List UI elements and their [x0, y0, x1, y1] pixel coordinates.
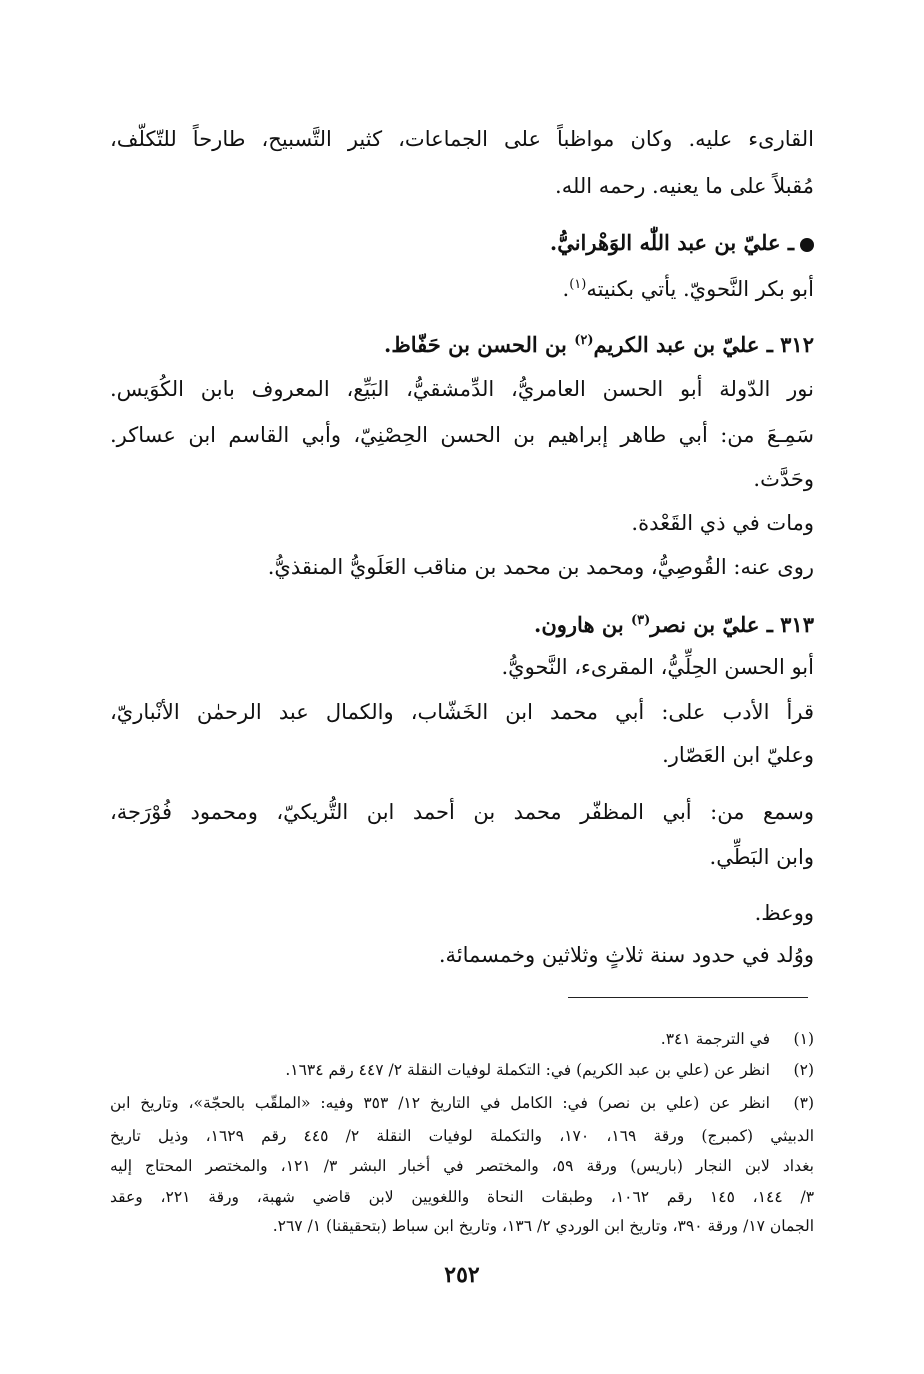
entry-313-line-3: وعليّ ابن العَصّار. — [662, 743, 814, 767]
entry-313-heading-start: ٣١٣ ـ عليّ بن نصر — [650, 612, 814, 637]
entry-312-line-3: وحَدَّث. — [753, 467, 814, 491]
footnote-ref-1[interactable]: (١) — [569, 277, 587, 292]
entry-313-heading — [534, 610, 814, 640]
footnote-3-cont-3: ٣/ ١٤٤، ١٤٥ رقم ١٠٦٢، وطبقات النحاة واللغويين لابن قاضي شهبة، ورقة ٢٢١، وعقد — [110, 1188, 815, 1206]
entry-312-line-4: ومات في ذي القَعْدة. — [631, 511, 814, 535]
entry-312-heading-start: ٣١٢ ـ عليّ بن عبد الكريم — [593, 332, 814, 357]
entry-313-heading-end: بن هارون. — [534, 612, 631, 637]
footnote-1-text: في الترجمة ٣٤١. — [660, 1030, 770, 1048]
intro-line-2: مُقبلاً على ما يعنيه. رحمه الله. — [555, 174, 814, 198]
entry-313-line-6: ووعظ. — [754, 901, 814, 925]
entry-bullet-heading — [550, 228, 814, 258]
entry-313-line-5: وابن البَطِّي. — [709, 845, 814, 869]
entry-312-line-1: نور الدّولة أبو الحسن العامريُّ، الدِّمشقيُّ، البَيِّع، المعروف بابن الكُوَيس. — [110, 377, 814, 401]
footnote-3-number: (٣) — [793, 1094, 814, 1112]
entry-bullet-line-1 — [563, 274, 814, 304]
entry-bullet-heading-text: ـ عليّ بن عبد اللّٰه الوَهْرانيُّ. — [549, 230, 794, 255]
entry-313-line-7: ووُلد في حدود سنة ثلاثٍ وثلاثين وخمسمائة. — [438, 943, 814, 967]
entry-313-line-4: وسمع من: أبي المظفّر محمد بن أحمد ابن التُّريكيّ، ومحمود فُوْرَجة، — [110, 800, 814, 824]
footnote-3-cont-2: بغداد لابن النجار (باريس) ورقة ٥٩، والمختصر في أخبار البشر ٣/ ١٢١، والمختصر المحتاج إليه — [110, 1157, 814, 1175]
entry-312-heading-end: بن الحسن بن حَفّاظ. — [384, 332, 575, 357]
entry-bullet-line-1-end: . — [562, 277, 570, 301]
entry-bullet-line-1-text: أبو بكر النَّحويّ. يأتي بكنيته — [586, 277, 814, 301]
footnote-ref-2[interactable]: (٢) — [574, 333, 594, 348]
footnote-3-cont-4: الجمان ١٧/ ورقة ٣٩٠، وتاريخ ابن الوردي ٢/ ١٣٦، وتاريخ ابن سباط (بتحقيقنا) ١/ ٢٦٧. — [272, 1217, 814, 1235]
footnote-3-text: انظر عن (علي بن نصر) في: الكامل في التاريخ ١٢/ ٣٥٣ وفيه: «الملقّب بالحجّة»، وتاريخ ابن — [110, 1094, 770, 1112]
intro-line-1: القارىء عليه. وكان مواظباً على الجماعات، كثير التَّسبيح، طارحاً للتّكلّف، — [110, 127, 814, 151]
footnote-ref-3[interactable]: (٣) — [631, 613, 651, 628]
footnote-separator — [568, 997, 808, 998]
footnote-2-text: انظر عن (علي بن عبد الكريم) في: التكملة لوفيات النقلة ٢/ ٤٤٧ رقم ١٦٣٤. — [285, 1061, 770, 1079]
entry-313-line-1: أبو الحسن الحِلِّيُّ، المقرىء، النَّحويُّ. — [501, 655, 814, 679]
footnote-1-number: (١) — [793, 1030, 814, 1048]
entry-312-heading — [384, 330, 814, 360]
entry-312-line-5: روى عنه: القُوصِيُّ، ومحمد بن محمد بن مناقب العَلَويُّ المنقذيُّ. — [267, 555, 814, 579]
page-number: ٢٥٢ — [444, 1262, 480, 1288]
footnote-3-cont-1: الدبيثي (كمبرج) ورقة ١٦٩، ١٧٠، والتكملة لوفيات النقلة ٢/ ٤٤٥ رقم ١٦٢٩، وذيل تاريخ — [110, 1127, 815, 1145]
bullet-icon — [800, 238, 814, 252]
footnote-2-number: (٢) — [793, 1061, 814, 1079]
entry-312-line-2: سَمِـعَ من: أبي طاهر إبراهيم بن الحسن الحِصْنِيّ، وأبي القاسم ابن عساكر. — [110, 423, 814, 447]
entry-313-line-2: قرأ الأدب على: أبي محمد ابن الخَشّاب، والكمال عبد الرحمٰن الأنْباريّ، — [110, 700, 814, 724]
